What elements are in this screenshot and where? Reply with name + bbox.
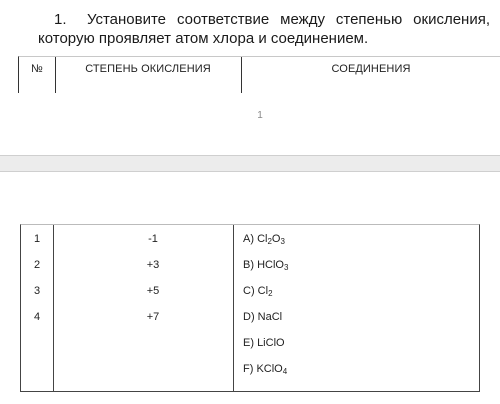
- row-oxidation: -1: [148, 233, 158, 245]
- task-statement: [38, 10, 490, 48]
- row-oxidation: +7: [146, 311, 160, 323]
- matching-table: [20, 224, 480, 392]
- page-number: 1: [257, 110, 263, 121]
- header-compounds-label: СОЕДИНЕНИЯ: [331, 63, 411, 75]
- row-compound: А) $Cl_2O_3$: [243, 233, 285, 246]
- table-row: [21, 227, 479, 253]
- header-cell-number: [19, 57, 55, 93]
- header-number-label: №: [31, 63, 43, 75]
- header-cell-compounds: [242, 57, 500, 93]
- row-oxidation: +5: [146, 285, 160, 297]
- table-row: [21, 279, 479, 305]
- header-table: [18, 56, 500, 93]
- row-number: 1: [33, 233, 41, 245]
- row-oxidation: +3: [146, 259, 160, 271]
- row-number: 2: [33, 259, 41, 271]
- table-row: [21, 305, 479, 331]
- table-row: [21, 331, 479, 357]
- row-number: 3: [33, 285, 41, 297]
- header-cell-oxidation: [56, 57, 240, 93]
- task-text: Установите соответствие между степенью окисления, которую проявляет атом хлора и соединением.: [38, 11, 490, 47]
- table-row: [21, 253, 479, 279]
- page-break: [0, 155, 500, 172]
- row-compound: F) KClO$_4$: [243, 363, 288, 376]
- row-compound: С) $Cl_2$: [243, 285, 273, 298]
- header-oxidation-label: СТЕПЕНЬ ОКИСЛЕНИЯ: [85, 63, 211, 75]
- task-number: 1.: [54, 11, 67, 28]
- table-row: [21, 357, 479, 383]
- row-compound: E) LiClO: [243, 337, 285, 349]
- row-compound: В) HClO$_3$: [243, 259, 289, 272]
- row-number: 4: [33, 311, 41, 323]
- row-compound: D) NaCl: [243, 311, 283, 323]
